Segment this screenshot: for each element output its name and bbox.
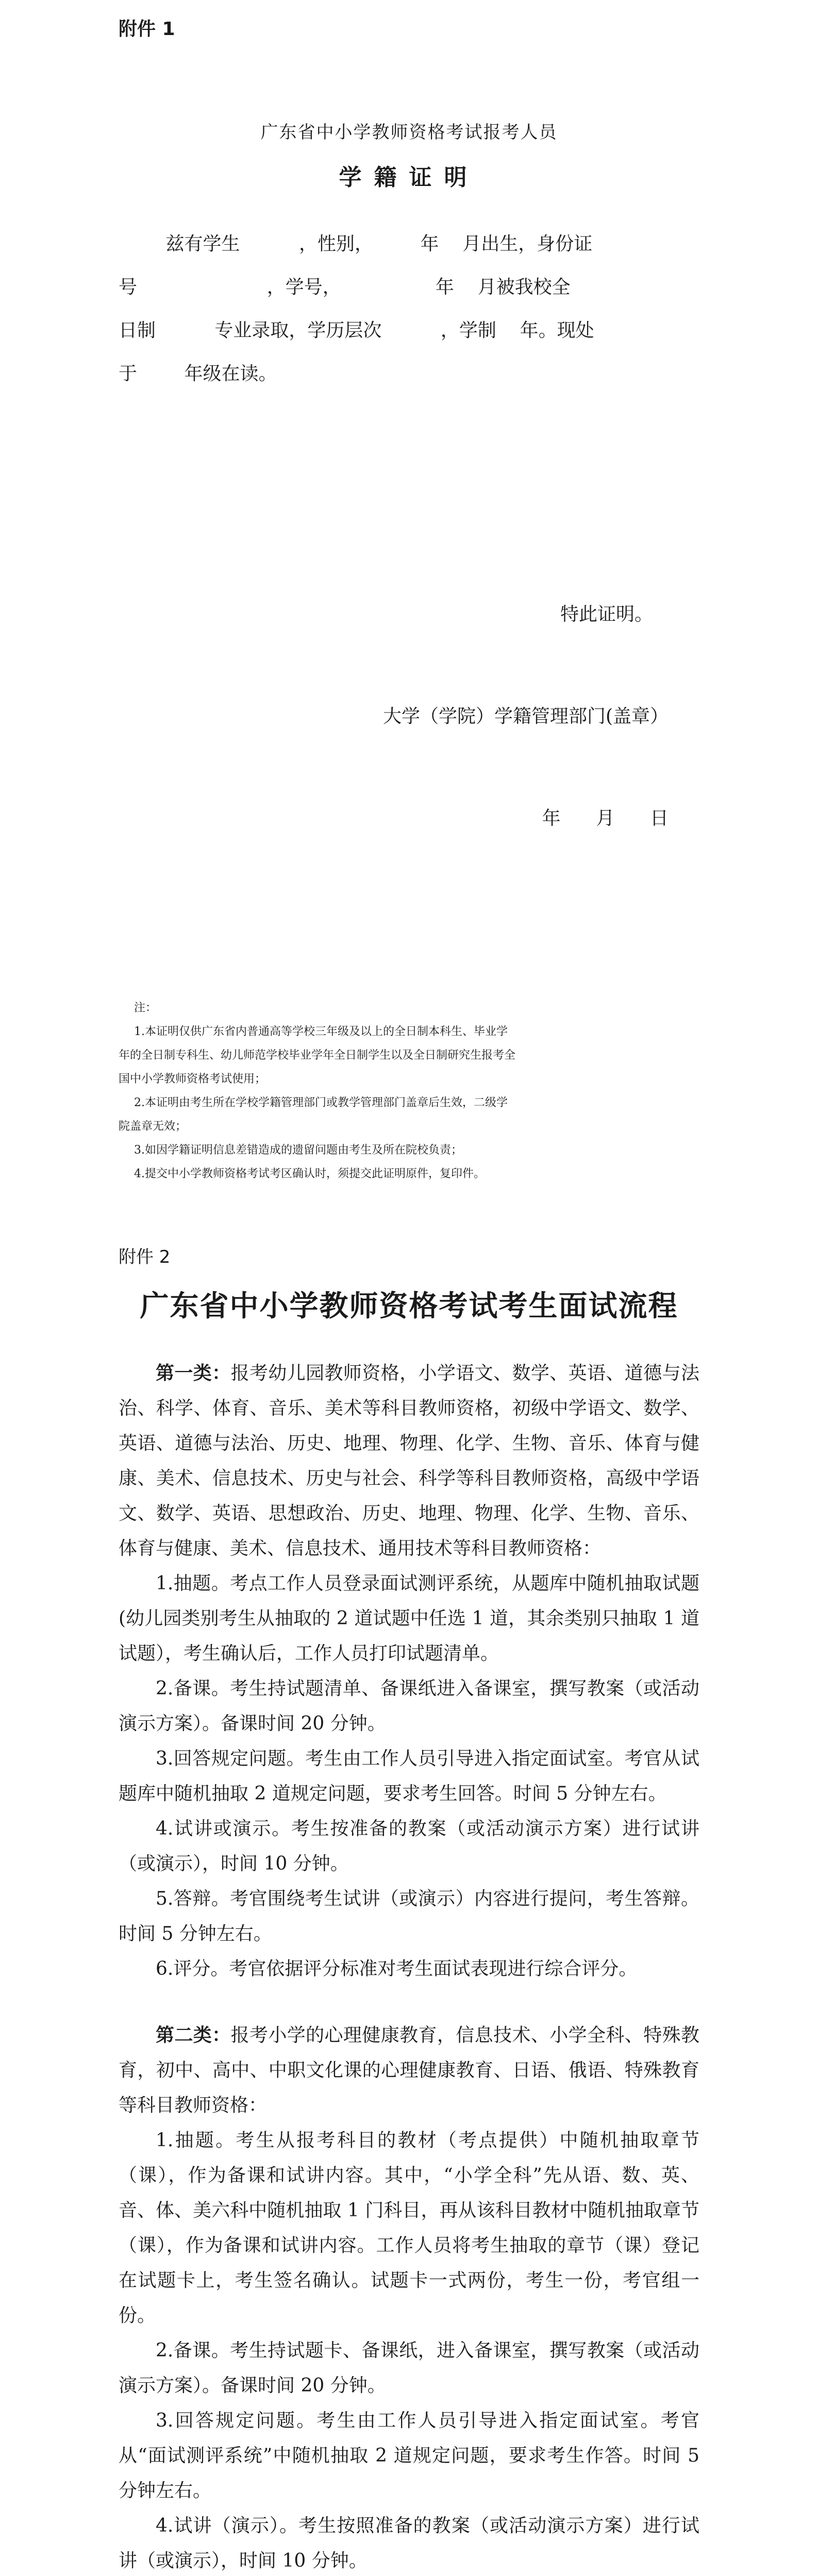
process-step: 5.答辩。考官围绕考生试讲（或演示）内容进行提问，考生答辩。时间 5 分钟左右。 [119,1888,699,1944]
note-continuation: 院盖章无效； [119,1120,187,1133]
category-heading: 第二类： [156,2024,231,2046]
certificate-subtitle: 广东省中小学教师资格考试报考人员 [260,122,558,143]
process-step: 1.抽题。考点工作人员登录面试测评系统，从题库中随机抽取试题(幼儿园类别考生从抽取的 2 道试题中任选 1 道，其余类别只抽取 1 道试题），考生确认后，工作人员打印试题清单。 [119,1573,699,1664]
section-gap [119,1987,699,2018]
category-intro-text: 报考小学的心理健康教育，信息技术、小学全科、特殊教育，初中、高中、中职文化课的心理健康教育、日语、俄语、特殊教育等科目教师资格： [119,2025,699,2116]
notes-heading: 注： [134,1002,157,1014]
category-intro-text: 报考幼儿园教师资格，小学语文、数学、英语、道德与法治、科学、体育、音乐、美术等科目教师资格，初级中学语文、数学、英语、道德与法治、历史、地理、物理、化学、生物、音乐、体育与健康、美术、信息技术、历史与社会、科学等科目教师资格，高级中学语文、数学、英语、思想政治、历史、地理、物理、化学、生物、音乐、体育与健康、美术、信息技术、通用技术等科目教师资格： [119,1363,699,1559]
process-step: 1.抽题。考生从报考科目的教材（考点提供）中随机抽取章节（课），作为备课和试讲内容。其中，“小学全科”先从语、数、英、音、体、美六科中随机抽取 1 门科目，再从该科目教材中随机抽取章节（课），作为备课和试讲内容。工作人员将考生抽取的章节（课）登记在试题卡上，考生签名确认。试题卡一式两份，考生一份，考官组一份。 [119,2130,699,2326]
category-heading: 第一类： [156,1362,231,1384]
note-continuation: 年的全日制专科生、幼儿师范学校毕业学年全日制学生以及全日制研究生报考全 [119,1049,516,1062]
signature-line: 年 月 日 [542,808,669,829]
certificate-line: 日制 专业录取，学历层次 ，学制 年。现处 [119,320,594,341]
certificate-signature [119,530,699,904]
process-step: 2.备课。考生持试题清单、备课纸进入备课室，撰写教案（或活动演示方案）。备课时间 20 分钟。 [119,1678,699,1734]
certificate-body [119,223,699,396]
process-step: 4.试讲或演示。考生按准备的教案（或活动演示方案）进行试讲（或演示），时间 10 分钟。 [119,1818,699,1874]
process-step: 3.回答规定问题。考生由工作人员引导进入指定面试室。考官从试题库中随机抽取 2 道规定问题，要求考生回答。时间 5 分钟左右。 [119,1748,699,1804]
note-item: 4.提交中小学教师资格考试考区确认时，须提交此证明原件，复印件。 [134,1167,485,1180]
category-intro [119,1355,699,1566]
process-step: 3.回答规定问题。考生由工作人员引导进入指定面试室。考官从“面试测评系统”中随机抽取 2 道规定问题，要求考生作答。时间 5 分钟左右。 [119,2410,699,2501]
process-step: 2.备课。考生持试题卡、备课纸，进入备课室，撰写教案（或活动演示方案）。备课时间 20 分钟。 [119,2340,699,2396]
signature-line: 特此证明。 [560,604,653,625]
note-item: 1.本证明仅供广东省内普通高等学校三年级及以上的全日制本科生、毕业学 [134,1025,508,1038]
certificate-line: 号 ，学号， 年 月被我校全 [119,277,571,298]
note-item: 2.本证明由考生所在学校学籍管理部门或教学管理部门盖章后生效，二级学 [134,1096,508,1109]
category-1-section [119,1355,699,1987]
attachment-2-label: 附件 2 [119,1247,171,1267]
process-step: 6.评分。考官依据评分标准对考生面试表现进行综合评分。 [156,1958,638,1979]
note-continuation: 国中小学教师资格考试使用； [119,1073,266,1086]
interview-process-title: 广东省中小学教师资格考试考生面试流程 [140,1289,678,1323]
certificate-notes [119,996,699,1186]
category-intro [119,2018,699,2123]
certificate-title: 学籍证明 [339,164,479,191]
signature-line: 大学（学院）学籍管理部门(盖章） [382,706,669,727]
attachment-1-label: 附件 1 [119,19,175,40]
process-step: 4.试讲（演示）。考生按照准备的教案（或活动演示方案）进行试讲（或演示），时间 10 分钟。 [119,2515,699,2571]
note-item: 3.如因学籍证明信息差错造成的遗留问题由考生及所在院校负责； [134,1144,462,1157]
certificate-line: 于 年级在读。 [119,363,277,384]
category-2-section [119,2018,699,2576]
certificate-line: 兹有学生 ，性别， 年 月出生，身份证 [119,233,593,255]
